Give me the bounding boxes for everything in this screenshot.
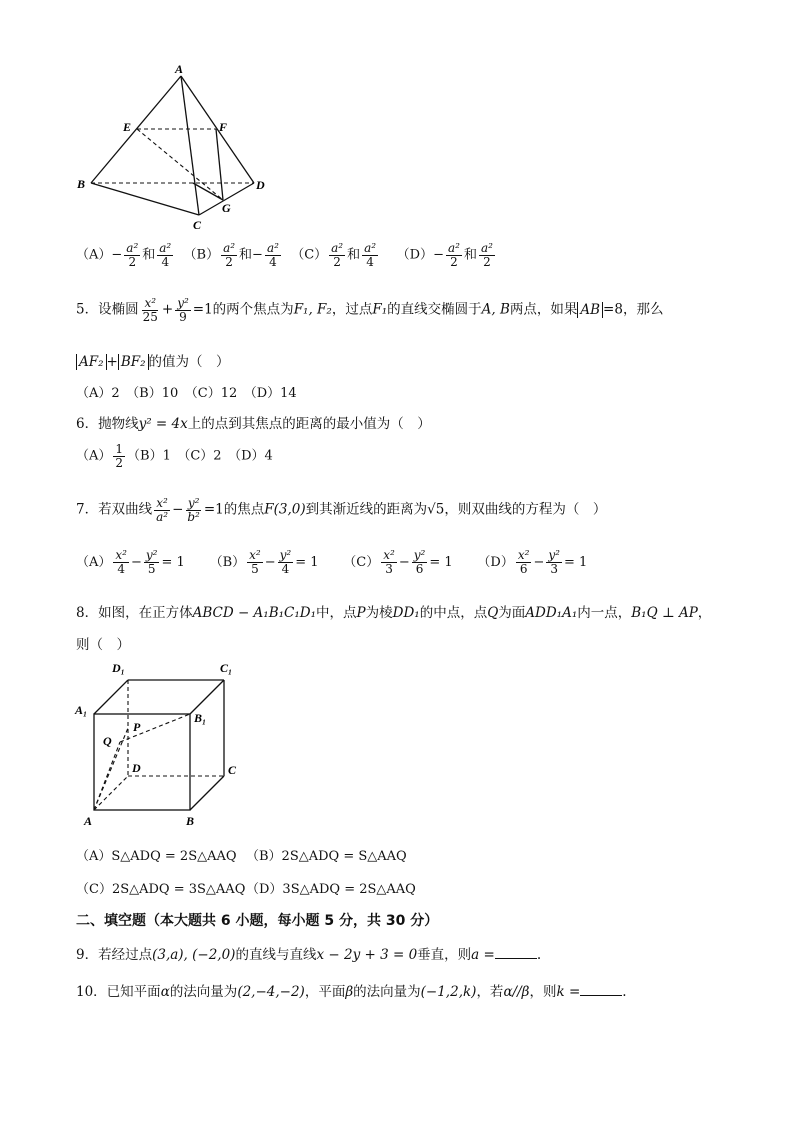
minus-sign: − [433, 247, 444, 263]
fraction: $\frac{1}{2}$ [115, 442, 124, 470]
and-text: 和 [142, 247, 156, 263]
q5-prefix: 5．设椭圆 [76, 301, 139, 318]
q6-rest: （B）1 （C）2 （D）4 [127, 448, 273, 464]
q9-pts: (3,a), (−2,0) [152, 947, 236, 963]
fig1-label-b: B [77, 177, 86, 191]
q5-options: （A）2 （B）10 （C）12 （D）14 [76, 386, 297, 401]
q5-mid3: 两点，如果 [509, 301, 578, 318]
and-minus-text: 和− [239, 247, 263, 263]
and-text: 和 [463, 247, 477, 263]
q9-line-eq: x − 2y + 3 = 0 [316, 947, 418, 963]
q8-c: 为棱 [365, 605, 393, 621]
cube-label-c1: C₁ [220, 661, 233, 675]
cube-label-d: D [132, 761, 141, 775]
fraction: $\frac{\text{a²}}{2}$ [447, 241, 460, 269]
q10-mid3: 的法向量为 [353, 984, 421, 1000]
q5-mid: ，过点 [331, 301, 373, 318]
q8-line1 [76, 601, 711, 621]
q7-suffix: ，则双曲线的方程为（ ） [444, 501, 607, 518]
fraction: $\frac{\text{y²}}{9}$ [177, 296, 189, 324]
q10-line [76, 980, 627, 1000]
fraction: $\frac{\text{y²}}{\text{b²}}$ [187, 496, 200, 524]
cube-label-a: A [84, 814, 93, 828]
q8-face: ADD₁A₁ [525, 605, 578, 621]
fraction: $\frac{\text{x²}}{25}$ [142, 296, 158, 324]
q7-dist: √5 [427, 501, 445, 518]
q7-mid: 到其渐近线的距离为 [305, 501, 428, 518]
plus-sign: + [106, 354, 118, 370]
q8-opt-a: （A）S△ADQ = 2S△AAQ [76, 849, 237, 864]
fig1-label-a: A [175, 62, 184, 76]
fig1-label-d: D [256, 178, 265, 192]
minus-sign: − [111, 247, 123, 263]
q5-mid2: 的直线交椭圆于 [387, 301, 482, 318]
q4-opt-b-label: （B） [183, 247, 220, 263]
q8-q: Q [487, 605, 499, 621]
q9-line [76, 943, 541, 963]
q5-abs-af2: AF₂ [76, 354, 107, 370]
q10-prefix: 10．已知平面 [76, 984, 161, 1000]
fraction: $\frac{\text{a²}}{4}$ [266, 241, 279, 269]
q5-foci: F₁, F₂ [293, 301, 332, 318]
q9-end: . [536, 947, 542, 963]
q8-e: 为面 [498, 605, 526, 621]
q8-f: 内一点， [577, 605, 632, 621]
q6-opt-a: （A） [76, 448, 112, 464]
cube-label-p: P [133, 720, 141, 734]
cube-label-d1: D₁ [112, 661, 125, 675]
q7-opt-c: （C） $\frac{\text{x²}}{3}$ − $\frac{\text{y²}}{6}$ = 1 [343, 548, 453, 576]
q6-line [76, 412, 431, 432]
q8-dd1: DD₁ [392, 605, 420, 621]
cube-label-b1: B₁ [194, 711, 207, 725]
q4-opt-a-label: （A） [76, 247, 112, 263]
q5-points: A, B [481, 301, 510, 318]
q7-opt-b: （B） $\frac{\text{x²}}{5}$ − $\frac{\text{y²}}{4}$ = 1 [209, 548, 319, 576]
q8-opt-c: （C）2S△ADQ = 3S△AAQ [76, 882, 246, 897]
q10-mid4: ，若 [476, 984, 504, 1000]
q10-alpha: α [160, 984, 170, 1000]
fig1-label-c: C [193, 218, 202, 232]
q6-suffix: 上的点到其焦点的距离的最小值为（ ） [187, 416, 431, 432]
q8-opt-b: （B）2S△ADQ = S△AAQ [246, 849, 407, 864]
q5-eq8: =8，那么 [603, 301, 664, 318]
q7-prefix: 7．若双曲线 [76, 501, 153, 518]
q7-opt-d: （D） $\frac{\text{x²}}{6}$ − $\frac{\text{y²}}{3}$ = 1 [477, 548, 588, 576]
q7-eq1: =1的焦点 [203, 501, 265, 518]
fraction: $\frac{\text{a²}}{4}$ [364, 241, 377, 269]
q10-answer-blank[interactable] [580, 983, 622, 996]
q10-v1: (2,−4,−2) [237, 984, 305, 1000]
q4-opt-c-label: （C） [291, 247, 328, 263]
q9-answer-blank[interactable] [495, 946, 537, 959]
q10-mid2: ，平面 [304, 984, 346, 1000]
cube-figure [70, 655, 250, 830]
q10-mid1: 的法向量为 [169, 984, 238, 1000]
fraction: $\frac{\text{a²}}{2}$ [126, 241, 139, 269]
q8-d: 的中点，点 [419, 605, 488, 621]
q9-suffix: 垂直，则 [417, 947, 472, 963]
section-2-heading: 二、填空题（本大题共 6 小题，每小题 5 分，共 30 分） [76, 913, 439, 929]
q6-eq: y² = 4x [138, 416, 188, 432]
q10-beta: β [345, 984, 354, 1000]
cube-label-c: C [228, 763, 237, 777]
q4-options [76, 242, 497, 268]
q10-end: . [622, 984, 627, 1000]
fraction: $\frac{\text{x²}}{\text{a²}}$ [156, 496, 169, 524]
q5-focus1: F₁ [372, 301, 388, 318]
fraction: $\frac{\text{a²}}{2}$ [331, 241, 344, 269]
q8-cube: ABCD − A₁B₁C₁D₁ [192, 605, 317, 621]
q7-opt-a: （A） $\frac{\text{x²}}{4}$ − $\frac{\text{y²}}{5}$ = 1 [76, 548, 185, 576]
q9-mid: 的直线与直线 [235, 947, 317, 963]
q8-perp: B₁Q ⊥ AP [631, 605, 698, 621]
q8-comma: ， [697, 605, 712, 621]
q8-line2: 则（ ） [76, 637, 130, 653]
fig1-label-g: G [222, 201, 231, 215]
q6-options [76, 443, 273, 469]
q5-abs-ab: AB [577, 302, 603, 318]
q7-options [76, 549, 587, 575]
q5-line2 [76, 350, 230, 370]
q8-p: P [356, 605, 366, 621]
q10-mid5: ，则 [529, 984, 557, 1000]
q5-abs-bf2: BF₂ [118, 354, 149, 370]
fig1-label-f: F [219, 120, 228, 134]
q7-line: 7．若双曲线 $\frac{\text{x²}}{\text{a²}}$ − $\frac{\text{y²}}{\text{b²}}$ =1的焦点F(3,0)到其渐近线的距离为√5，则双曲线的方程为（ ） [76, 496, 607, 524]
q9-prefix: 9．若经过点 [76, 947, 153, 963]
cube-label-b: B [186, 814, 195, 828]
q8-opt-d: （D）3S△ADQ = 2S△AAQ [246, 882, 416, 897]
tetrahedron-figure [70, 60, 280, 235]
q10-v2: (−1,2,k) [420, 984, 477, 1000]
q6-prefix: 6．抛物线 [76, 416, 139, 432]
cube-label-q: Q [103, 734, 112, 748]
cube-label-a1: A₁ [75, 703, 88, 717]
q5-end: 的值为（ ） [148, 354, 230, 370]
fraction: $\frac{\text{a²}}{4}$ [159, 241, 172, 269]
q8-b: 中，点 [316, 605, 357, 621]
q5-line1: 5．设椭圆 $\frac{\text{x²}}{25}$ + $\frac{\text{y²}}{9}$ =1的两个焦点为F₁, F₂，过点F₁的直线交椭圆于A, B两点，如果 AB =8，那么 [76, 296, 664, 324]
fraction: $\frac{\text{a²}}{2}$ [223, 241, 236, 269]
q8-a: 8．如图，在正方体 [76, 605, 193, 621]
q7-focus: F(3,0) [264, 501, 306, 518]
fig1-label-e: E [123, 120, 132, 134]
q10-var: k = [556, 984, 581, 1000]
and-text: 和 [347, 247, 361, 263]
q4-opt-d-label: （D） [396, 247, 434, 263]
fraction: $\frac{\text{a²}}{2}$ [480, 241, 493, 269]
q9-var: a = [471, 947, 495, 963]
q10-par: α//β [503, 984, 530, 1000]
q5-eq1: =1的两个焦点为 [192, 301, 294, 318]
